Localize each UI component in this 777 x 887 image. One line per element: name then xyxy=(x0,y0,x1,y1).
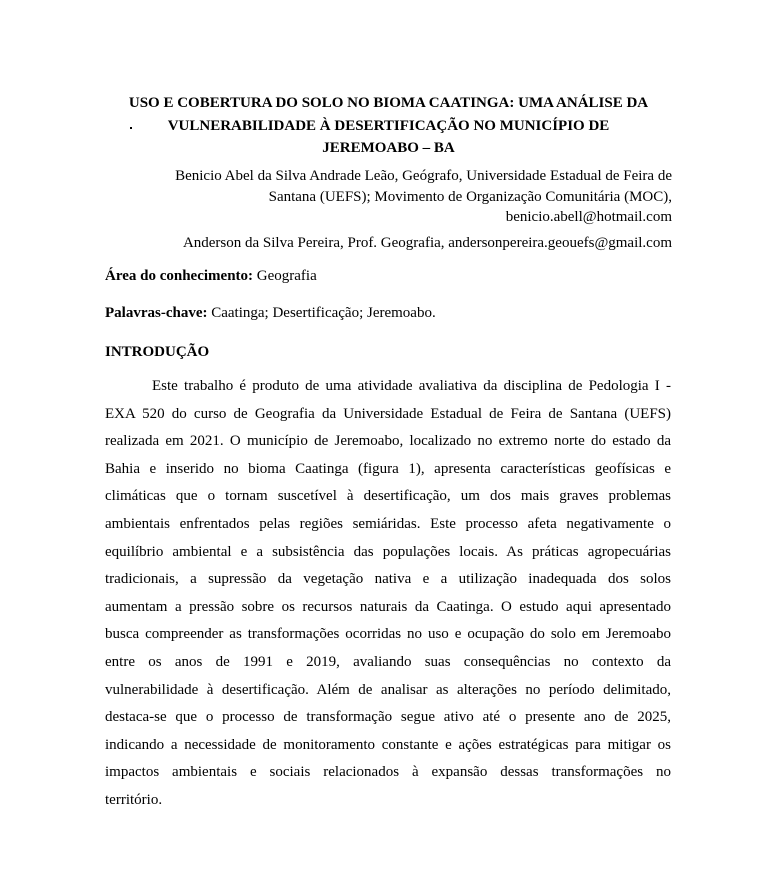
paragraph-line: Bahia e inserido no bioma Caatinga (figura 1), apresenta características geofísicas e xyxy=(105,460,671,477)
paragraph-line: realizada em 2021. O município de Jeremoabo, localizado no extremo norte do estado da xyxy=(105,433,671,450)
title-line: JEREMOABO – BA xyxy=(322,140,455,156)
knowledge-area-value: Geografia xyxy=(253,268,317,284)
paragraph-line: território. xyxy=(105,791,163,808)
author-1-email: benicio.abell@hotmail.com xyxy=(505,209,672,225)
paragraph-line: destaca-se que o processo de transformação segue ativo até o presente ano de 2025, xyxy=(105,709,671,726)
author-2-affiliation: Anderson da Silva Pereira, Prof. Geografia, andersonpereira.geouefs@gmail.com xyxy=(182,235,672,251)
paragraph-line: EXA 520 do curso de Geografia da Universidade Estadual de Feira de Santana (UEFS) xyxy=(105,405,671,422)
keywords xyxy=(105,303,436,323)
keywords-value: Caatinga; Desertificação; Jeremoabo. xyxy=(207,305,436,321)
author-1-line: Benicio Abel da Silva Andrade Leão, Geógrafo, Universidade Estadual de Feira de xyxy=(175,168,672,184)
paragraph-line: indicando a necessidade de monitoramento constante e ações estratégicas para mitigar os xyxy=(105,736,671,753)
paper-title xyxy=(100,92,677,160)
author-1-affiliation xyxy=(100,166,672,228)
paragraph-line: equilíbrio ambiental e a subsistência das populações locais. As práticas agropecuárias xyxy=(105,543,671,560)
title-line: VULNERABILIDADE À DESERTIFICAÇÃO NO MUNICÍPIO DE xyxy=(167,117,610,134)
paragraph-line: busca compreender as transformações ocorridas no uso e ocupação do solo em Jeremoabo xyxy=(105,626,671,643)
section-heading-introduction: INTRODUÇÃO xyxy=(105,344,210,360)
paragraph-line: impactos ambientais e sociais relacionados à expansão dessas transformações no xyxy=(105,764,671,781)
author-1-line: Santana (UEFS); Movimento de Organização Comunitária (MOC), xyxy=(268,188,672,205)
paragraph-line: tradicionais, a supressão da vegetação nativa e a utilização inadequada dos solos xyxy=(105,571,671,588)
introduction-paragraph xyxy=(105,373,671,815)
knowledge-area-label: Área do conhecimento: xyxy=(105,268,254,284)
paragraph-line: climáticas que o tornam suscetível à desertificação, um dos mais graves problemas xyxy=(105,488,671,505)
paragraph-line: aumentam a pressão sobre os recursos naturais da Caatinga. O estudo aqui apresentado xyxy=(105,598,671,615)
title-line: USO E COBERTURA DO SOLO NO BIOMA CAATINGA: UMA ANÁLISE DA xyxy=(128,95,649,111)
keywords-label: Palavras-chave: xyxy=(105,305,208,321)
paragraph-line: vulnerabilidade à desertificação. Além de analisar as alterações no período delimitado, xyxy=(105,681,671,698)
paragraph-line: ambientais enfrentados pelas regiões semiáridas. Este processo afeta negativamente o xyxy=(105,515,671,532)
stray-mark xyxy=(130,127,132,129)
paragraph-line: Este trabalho é produto de uma atividade avaliativa da disciplina de Pedologia I - xyxy=(152,378,671,394)
paragraph-line: entre os anos de 1991 e 2019, avaliando suas consequências no contexto da xyxy=(105,653,671,670)
knowledge-area xyxy=(105,266,317,286)
